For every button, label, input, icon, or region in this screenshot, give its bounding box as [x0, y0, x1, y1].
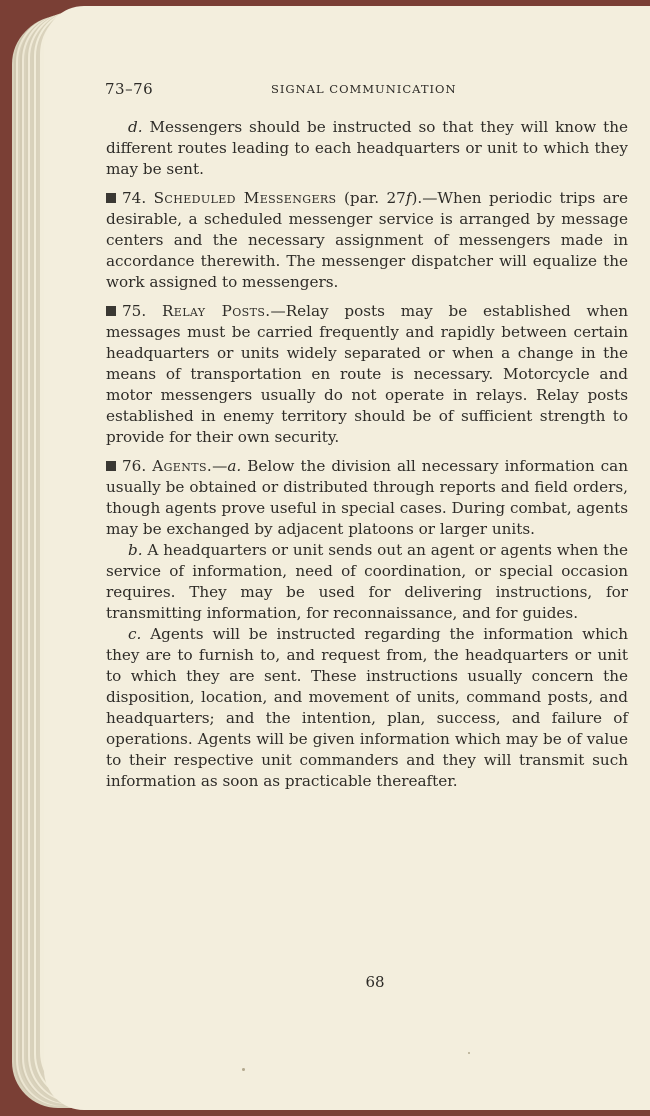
page-number: 68 [365, 973, 385, 991]
paragraph-76a [106, 456, 628, 540]
sub-letter: c. [128, 625, 142, 643]
paragraph-heading: Relay Posts. [161, 302, 271, 320]
paragraph-75 [106, 301, 628, 448]
section-marker-icon [106, 461, 116, 471]
paragraph-dash: — [270, 302, 286, 320]
section-marker-icon [106, 306, 116, 316]
sub-letter: d. [128, 118, 143, 136]
paragraph-74 [106, 188, 628, 293]
paragraph-text: A headquarters or unit sends out an agent or agents when the service of information, need of coordination, or special occasion requires. They may be used for delivering instructions, for transmitting information, for reconnaissance, and for guides. [106, 541, 629, 622]
paragraph-text: Relay posts may be established when messages must be carried frequently and rapidly between certain headquarters or units widely separated or when a change in the means of transportation en route is necessary. Motorcycle and motor messengers usually do not operate in relays. Relay posts established in enemy territory should be of sufficient strength to provide for their own security. [106, 302, 628, 446]
paragraph-dash: — [212, 457, 228, 475]
paragraph-text: Below the division all necessary information can usually be obtained or distributed through reports and field orders, though agents prove useful in special cases. During combat, agents may be exchanged by adjacent platoons or larger units. [106, 457, 628, 538]
paragraph-heading: Agents. [152, 457, 213, 475]
paragraph-text: Messengers should be instructed so that they will know the different routes leading to each headquarters or unit to which they may be sent. [106, 118, 629, 178]
sub-letter: b. [128, 541, 143, 559]
paragraph-ref-close: ).— [411, 189, 438, 207]
paper-speck [242, 1068, 245, 1071]
paragraph-76c [106, 624, 628, 792]
paragraph-number: 75. [122, 302, 147, 320]
paragraph-number: 76. [122, 457, 147, 475]
paper-speck [468, 1052, 470, 1054]
paragraph-ref-open: (par. 27 [343, 189, 406, 207]
section-marker-icon [106, 193, 116, 203]
running-title: SIGNAL COMMUNICATION [271, 82, 457, 96]
paragraph-73d [106, 117, 628, 180]
section-range: 73–76 [105, 80, 154, 98]
paragraph-ref-letter: f [405, 189, 412, 207]
paragraph-heading: Scheduled Messengers [153, 189, 337, 207]
body-text [106, 117, 628, 792]
sub-letter: a. [227, 457, 242, 475]
paragraph-number: 74. [122, 189, 147, 207]
paragraph-text: When periodic trips are desirable, a scheduled messenger service is arranged by message centers and the necessary assignment of messengers made in accordance therewith. The messenger dispatcher will equalize the work assigned to messengers. [106, 189, 629, 291]
paragraph-text: Agents will be instructed regarding the information which they are to furnish to, and request from, the headquarters or unit to which they are sent. These instructions usually concern the disposition, location, and movement of units, command posts, and headquarters; and the intention, plan, success, and failure of operations. Agents will be given information which may be of value to their respective unit commanders and they will transmit such information as soon as practicable thereafter. [106, 625, 629, 790]
paragraph-76b [106, 540, 628, 624]
running-head [105, 80, 630, 100]
